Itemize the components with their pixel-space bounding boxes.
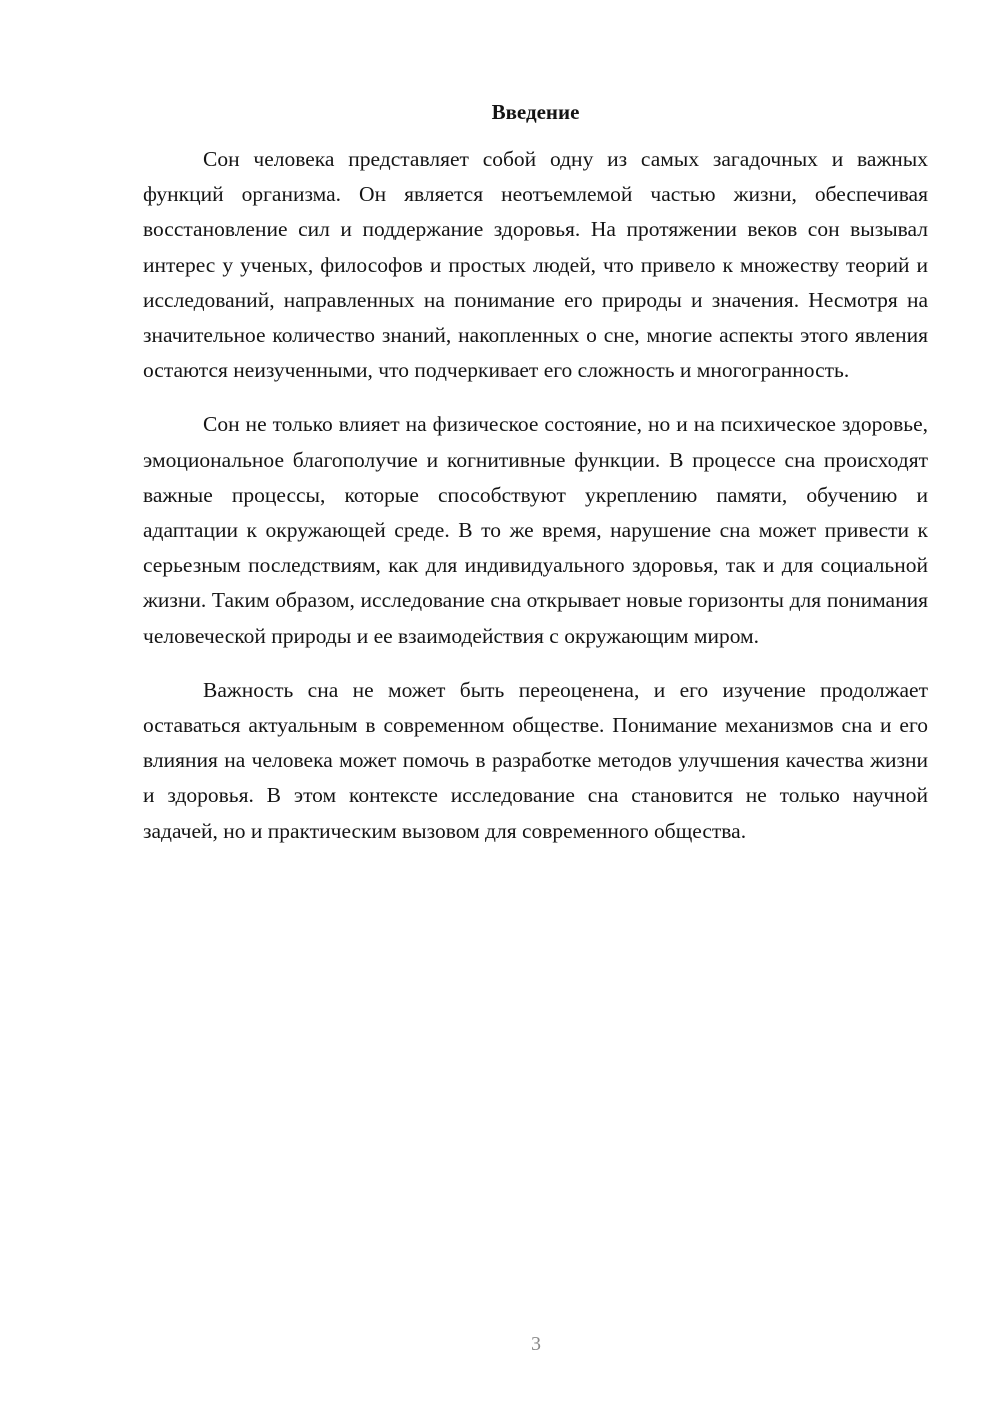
paragraph-1: Сон человека представляет собой одну из самых загадочных и важных функций организма. Он является неотъемлемой частью жизни, обеспечивая восстановление сил и поддержание здоровья. На протяжении веков сон вызывал интерес у ученых, философов и простых людей, что привело к множеству теорий и исследований, направленных на понимание его природы и значения. Несмотря на значительное количество знаний, накопленных о сне, многие аспекты этого явления остаются неизученными, что подчеркивает его сложность и многогранность. bbox=[143, 147, 928, 383]
page-number: 3 bbox=[531, 1333, 541, 1355]
paragraph-2: Сон не только влияет на физическое состояние, но и на психическое здоровье, эмоциональное благополучие и когнитивные функции. В процессе сна происходят важные процессы, которые способствуют укреплению памяти, обучению и адаптации к окружающей среде. В то же время, нарушение сна может привести к серьезным последствиям, как для индивидуального здоровья, так и для социальной жизни. Таким образом, исследование сна открывает новые горизонты для понимания человеческой природы и ее взаимодействия с окружающим миром. bbox=[143, 412, 928, 648]
page-title: Введение bbox=[491, 100, 580, 124]
body-text bbox=[143, 142, 928, 868]
paragraph-3: Важность сна не может быть переоценена, и его изучение продолжает оставаться актуальным в современном обществе. Понимание механизмов сна и его влияния на человека может помочь в разработке методов улучшения качества жизни и здоровья. В этом контексте исследование сна становится не только научной задачей, но и практическим вызовом для современного общества. bbox=[143, 677, 928, 843]
